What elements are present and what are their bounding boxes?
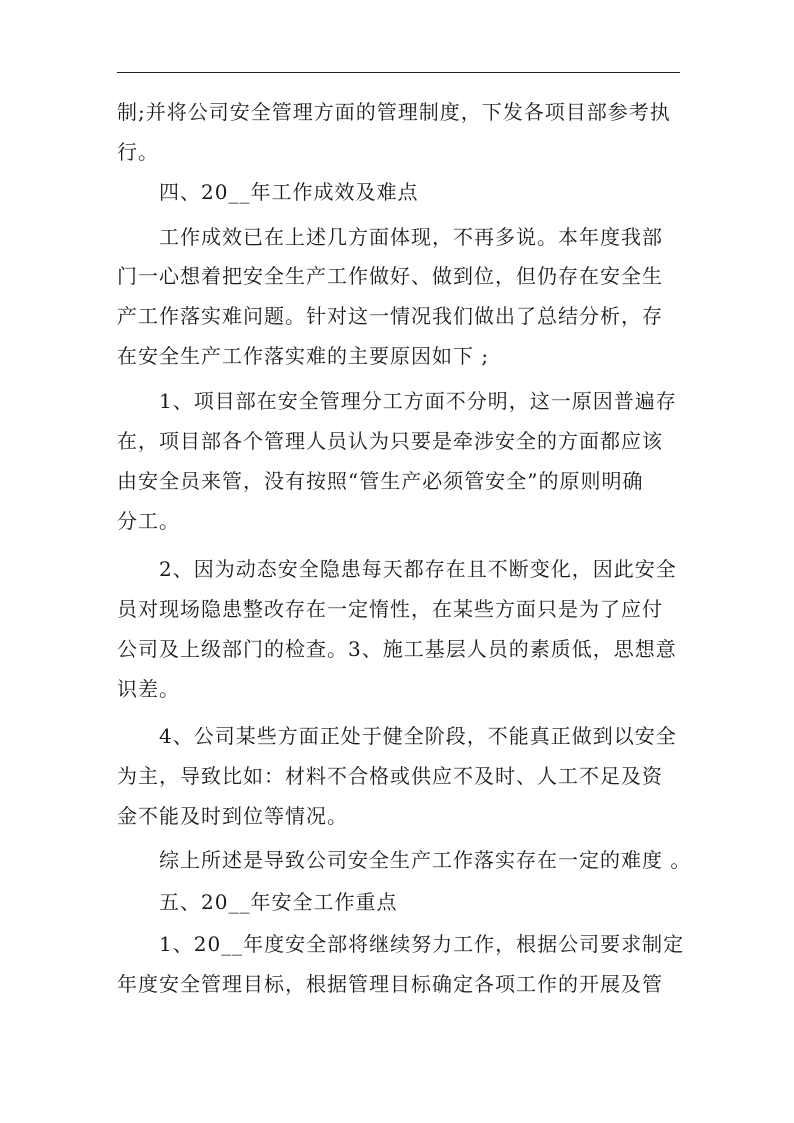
text-line: 识差。 xyxy=(117,677,180,701)
text-line: 金不能及时到位等情况。 xyxy=(117,804,348,828)
text-line: 公司及上级部门的检查。3、施工基层人员的素质低，思想意 xyxy=(117,637,677,661)
text-line: 由安全员来管，没有按照“管生产必须管安全”的原则明确 xyxy=(117,469,644,493)
text-line: 年度安全管理目标，根据管理目标确定各项工作的开展及管 xyxy=(117,972,663,996)
text-line: 分工。 xyxy=(117,509,180,533)
text-line: 员对现场隐患整改存在一定惰性，在某些方面只是为了应付 xyxy=(117,597,663,621)
section-heading: 四、20__年工作成效及难点 xyxy=(159,180,419,204)
text-line: 2、因为动态安全隐患每天都存在且不断变化，因此安全 xyxy=(159,557,677,581)
text-line: 产工作落实难问题。针对这一情况我们做出了总结分析，存 xyxy=(117,304,663,328)
text-line: 在安全生产工作落实难的主要原因如下 ; xyxy=(117,344,490,368)
text-line: 工作成效已在上述几方面体现，不再多说。本年度我部 xyxy=(159,225,663,249)
header-rule xyxy=(117,72,680,73)
text-line: 4、公司某些方面正处于健全阶段，不能真正做到以安全 xyxy=(159,724,677,748)
section-heading: 五、20__年安全工作重点 xyxy=(159,890,398,914)
text-line: 1、20__年度安全部将继续努力工作，根据公司要求制定 xyxy=(159,932,685,956)
text-line: 综上所述是导致公司安全生产工作落实存在一定的难度 。 xyxy=(159,848,692,872)
text-line: 行。 xyxy=(117,140,159,164)
text-line: 制;并将公司安全管理方面的管理制度，下发各项目部参考执 xyxy=(117,100,671,124)
text-line: 在，项目部各个管理人员认为只要是牵涉安全的方面都应该 xyxy=(117,429,663,453)
text-line: 1、项目部在安全管理分工方面不分明，这一原因普遍存 xyxy=(159,389,677,413)
text-line: 门一心想着把安全生产工作做好、做到位，但仍存在安全生 xyxy=(117,264,663,288)
text-line: 为主，导致比如：材料不合格或供应不及时、人工不足及资 xyxy=(117,764,663,788)
